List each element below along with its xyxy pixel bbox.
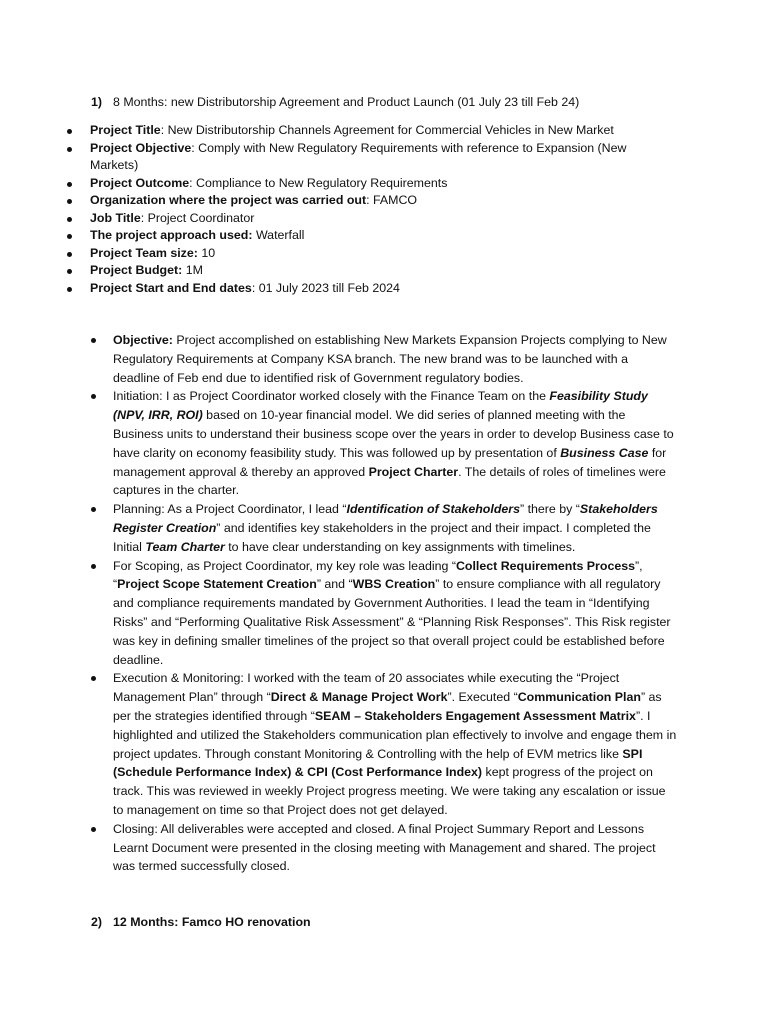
detail-item-scoping: For Scoping, as Project Coordinator, my key role was leading “Collect Requirements Process”, “Project Scope Statement Creation” and “WBS Creation” to ensure compliance with all regulatory and compliance requirements mandated by Government Authorities. I lead the team in “Identifying Risks” and “Performing Qualitative Risk Assessment” & “Planning Risk Responses”. This Risk register was key in defining smaller timelines of the project so that overall project could be established before deadline.	[113, 557, 678, 670]
summary-item-organization: Organization where the project was carried out: FAMCO	[90, 192, 650, 210]
section-2-number: 2)	[91, 915, 103, 929]
detail-item-closing: Closing: All deliverables were accepted and closed. A final Project Summary Report and Lessons Learnt Document were presented in the closing meeting with Management and shared. The project was termed successfully closed.	[113, 820, 678, 876]
summary-item-team-size	[90, 245, 650, 263]
summary-item-budget	[90, 262, 650, 280]
summary-label: Job Title	[90, 210, 141, 225]
summary-value: 10	[201, 245, 216, 260]
section-2-title: 12 Months: Famco HO renovation	[113, 915, 311, 929]
summary-label: Project Title	[90, 123, 161, 137]
detail-item-planning: Planning: As a Project Coordinator, I lead “Identification of Stakeholders” there by “Stakeholders Register Creation” and identifies key stakeholders in the project and their impact. I completed the Initial Team Charter to have clear understanding on key assignments with timelines.	[113, 500, 678, 556]
section-1-title: 8 Months: new Distributorship Agreement and Product Launch (01 July 23 till Feb 24)	[113, 95, 580, 109]
summary-item-project-outcome: Project Outcome: Compliance to New Regulatory Requirements	[90, 175, 650, 193]
summary-value: Comply with New Regulatory Requirements with reference to Expansion (New Markets)	[90, 140, 627, 172]
summary-value: Waterfall	[255, 228, 305, 242]
summary-label: Organization where the project was carried out	[90, 193, 367, 207]
summary-value: Project Coordinator	[147, 210, 255, 225]
summary-item-project-objective: Project Objective: Comply with New Regulatory Requirements with reference to Expansion (New Markets)	[90, 140, 650, 175]
summary-label: Project Start and End dates	[90, 280, 252, 295]
summary-label: Project Outcome	[90, 175, 190, 190]
summary-value: 1M	[185, 263, 203, 277]
summary-item-dates: Project Start and End dates: 01 July 2023 till Feb 2024	[90, 280, 650, 298]
project-summary-list	[90, 122, 650, 297]
summary-value: 01 July 2023 till Feb 2024	[258, 280, 400, 295]
section-1-number: 1)	[91, 95, 103, 109]
summary-label: Project Budget:	[90, 263, 183, 277]
summary-value: FAMCO	[373, 193, 418, 207]
project-details-list	[113, 331, 678, 876]
summary-item-approach	[90, 227, 650, 245]
summary-item-project-title: Project Title: New Distributorship Channels Agreement for Commercial Vehicles in New Market	[90, 122, 650, 140]
summary-label: Project Objective	[90, 140, 192, 155]
detail-item-initiation: Initiation: I as Project Coordinator worked closely with the Finance Team on the Feasibility Study (NPV, IRR, ROI) based on 10-year financial model. We did series of planned meeting with the Business units to understand their business scope over the years in order to develop Business case to have clarity on economy feasibility study. This was followed up by presentation of Business Case for management approval & thereby an approved Project Charter. The details of roles of timelines were captures in the charter.	[113, 387, 678, 500]
summary-value: New Distributorship Channels Agreement for Commercial Vehicles in New Market	[167, 123, 614, 137]
summary-label: Project Team size:	[90, 245, 198, 260]
detail-item-objective: Objective: Project accomplished on establishing New Markets Expansion Projects complying to New Regulatory Requirements at Company KSA branch. The new brand was to be launched with a deadline of Feb end due to identified risk of Government regulatory bodies.	[113, 331, 678, 387]
summary-item-job-title: Job Title: Project Coordinator	[90, 210, 650, 228]
section-1-heading	[91, 93, 579, 111]
summary-label: The project approach used:	[90, 228, 253, 242]
summary-value: Compliance to New Regulatory Requirements	[196, 175, 448, 190]
detail-item-execution: Execution & Monitoring: I worked with the team of 20 associates while executing the “Project Management Plan” through “Direct & Manage Project Work”. Executed “Communication Plan” as per the strategies identified through “SEAM – Stakeholders Engagement Assessment Matrix”. I highlighted and utilized the Stakeholders communication plan effectively to involve and engage them in project updates. Through constant Monitoring & Controlling with the help of EVM metrics like SPI (Schedule Performance Index) & CPI (Cost Performance Index) kept progress of the project on track. This was reviewed in weekly Project progress meeting. We were taking any escalation or issue to management on time so that Project does not get delayed.	[113, 669, 678, 819]
section-2-heading	[91, 913, 311, 931]
